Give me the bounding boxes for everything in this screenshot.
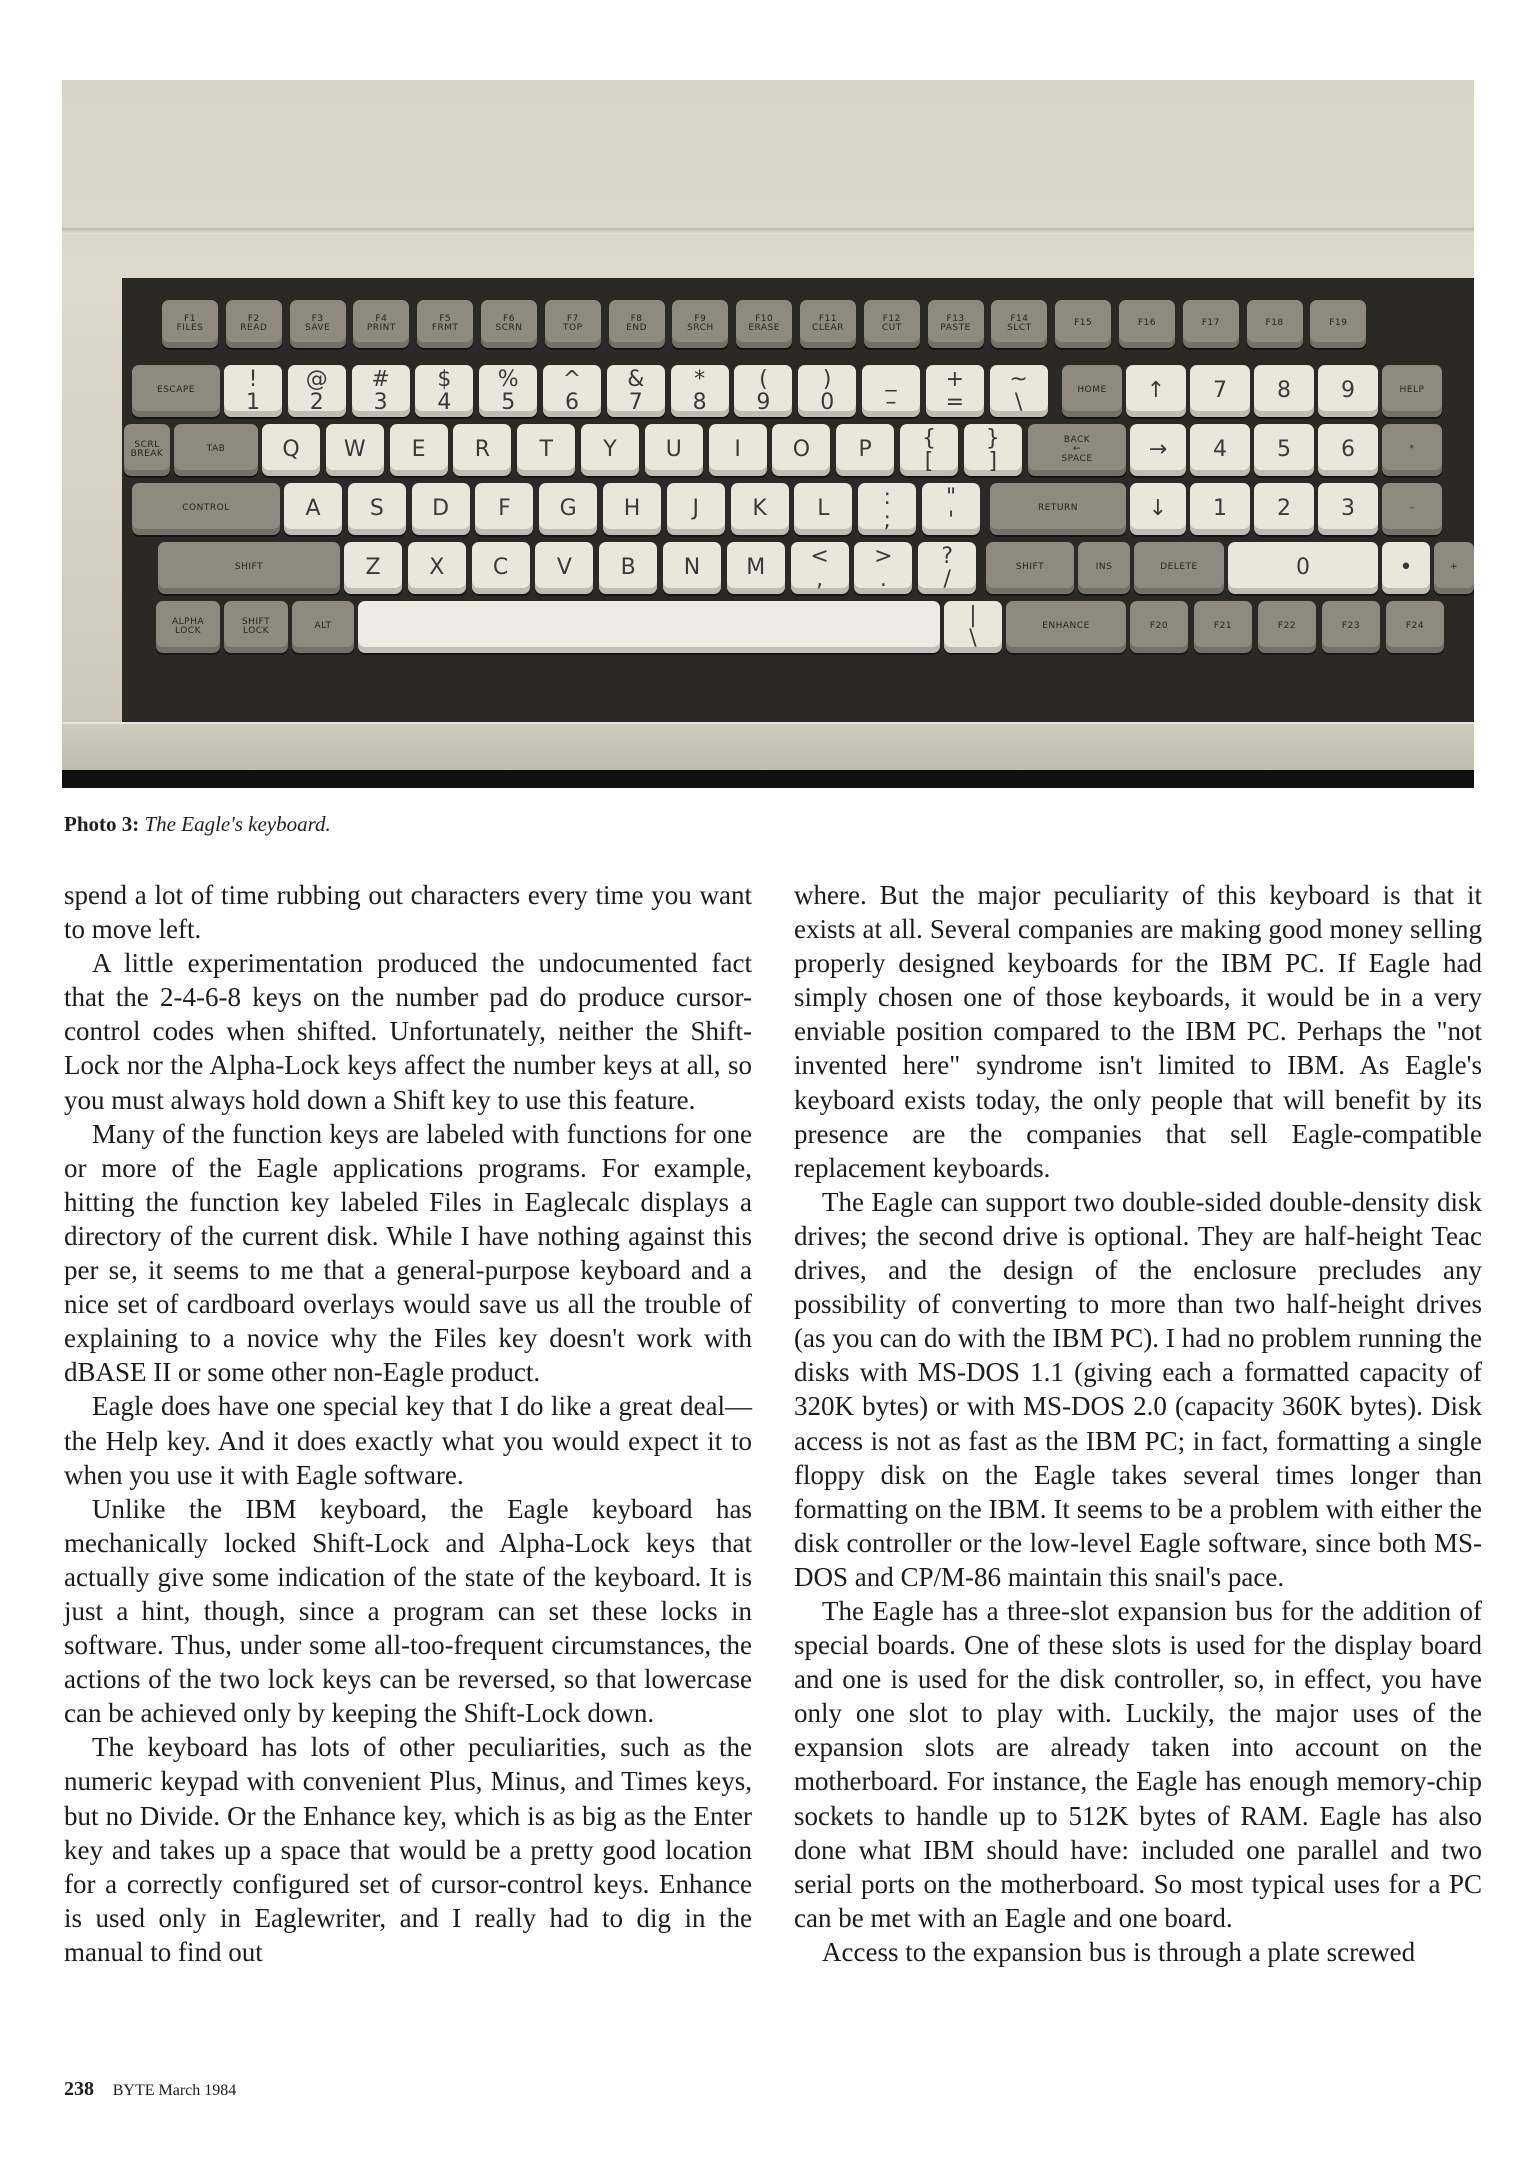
alt-key: ALT [292, 601, 354, 653]
number-row-key: ) 0 [798, 365, 856, 417]
scroll-break-key: SCRL BREAK [124, 424, 170, 476]
function-key: F13 PASTE [928, 300, 984, 348]
letter-key: B [599, 542, 657, 594]
function-key: F20 [1130, 601, 1188, 653]
keypad-plus-key: + [1434, 542, 1474, 594]
letter-key: } ] [964, 424, 1022, 476]
letter-key: T [517, 424, 575, 476]
keypad-minus-key: – [1382, 483, 1442, 535]
function-key: F19 [1310, 300, 1366, 348]
paragraph: The keyboard has lots of other peculiarities, such as the numeric keypad with convenient Plus, Minus, and Times keys, but no Divide. Or the Enhance key, which is as big as the Enter key and takes up a space that would be a pretty good location for a correctly configured set of cursor-control keys. Enhance is used only in Eaglewriter, and I really had to dig in the manual to find out [64, 1732, 752, 1967]
number-row-key: * 8 [671, 365, 729, 417]
function-key: F10 ERASE [736, 300, 792, 348]
keyboard-front-lip [62, 722, 1474, 770]
paragraph: Access to the expansion bus is through a plate screwed [822, 1936, 1416, 1967]
number-row-key: ~ \ [990, 365, 1048, 417]
paragraph: spend a lot of time rubbing out characters every time you want to move left. [64, 880, 752, 945]
letter-key: : ; [858, 483, 916, 535]
function-key: F11 CLEAR [800, 300, 856, 348]
function-key: F21 [1194, 601, 1252, 653]
arrow-right-key: → [1130, 424, 1186, 476]
shift-lock-key: SHIFT LOCK [224, 601, 288, 653]
function-key: F23 [1322, 601, 1380, 653]
function-key: F18 [1247, 300, 1303, 348]
keypad-key: 2 [1254, 483, 1314, 535]
letter-key: X [408, 542, 466, 594]
letter-key: D [412, 483, 470, 535]
help-key: HELP [1382, 365, 1442, 417]
number-row-key: % 5 [479, 365, 537, 417]
letter-key: V [535, 542, 593, 594]
letter-key: F [475, 483, 533, 535]
paragraph: The Eagle has a three-slot expansion bus for the addition of special boards. One of these slots is used for the display board and one is used for the disk controller, so, in effect, you have only one slot to play with. Luckily, the major uses of the expansion slots are already taken into account on the motherboard. For instance, the Eagle has enough memory-chip sockets to handle up to 512K bytes of RAM. Eagle has also done what IBM should have: included one parallel and two serial ports on the motherboard. So most typical uses for a PC can be met with an Eagle and one board. [794, 1595, 1482, 1933]
caption-label: Photo 3: [64, 812, 140, 836]
magazine-issue: BYTE March 1984 [112, 2082, 237, 2099]
arrow-up-key: ↑ [1126, 365, 1186, 417]
function-key: F16 [1119, 300, 1175, 348]
letter-key: U [645, 424, 703, 476]
function-key: F5 FRMT [417, 300, 473, 348]
letter-key: J [667, 483, 725, 535]
function-key: F3 SAVE [290, 300, 346, 348]
keypad-key: 8 [1254, 365, 1314, 417]
function-key: F7 TOP [545, 300, 601, 348]
article-column-left [64, 878, 752, 1969]
letter-key: N [663, 542, 721, 594]
article-column-right [794, 878, 1482, 1969]
paragraph: Many of the function keys are labeled with functions for one or more of the Eagle applications programs. For example, hitting the function key labeled Files in Eaglecalc displays a directory of the current disk. While I have nothing against this per se, it seems to me that a general-purpose keyboard and a nice set of cardboard overlays would save us all the trouble of explaining to a novice why the Files key doesn't work with dBASE II or some other non-Eagle product. [64, 1118, 752, 1388]
control-key: CONTROL [132, 483, 280, 535]
letter-key: R [453, 424, 511, 476]
insert-key: INS [1078, 542, 1130, 594]
function-key: F4 PRINT [353, 300, 409, 348]
enhance-key: ENHANCE [1006, 601, 1126, 653]
letter-key: P [836, 424, 894, 476]
left-shift-key: SHIFT [158, 542, 340, 594]
delete-key: DELETE [1134, 542, 1224, 594]
function-key: F17 [1183, 300, 1239, 348]
paragraph: The Eagle can support two double-sided double-density disk drives; the second drive is optional. They are half-height Teac drives, and the design of the enclosure precludes any possibility of converting to more than two half-height drives (as you can do with the IBM PC). I had no problem running the disks with MS-DOS 1.1 (giving each a formatted capacity of 320K bytes) or with MS-DOS 2.0 (capacity 360K bytes). Disk access is not as fast as the IBM PC; in fact, formatting a single floppy disk on the Eagle takes several times longer than formatting on the IBM. It seems to be a problem with either the disk controller or the low-level Eagle software, since both MS-DOS and CP/M-86 maintain this snail's pace. [794, 1186, 1482, 1592]
keypad-key: 7 [1190, 365, 1250, 417]
letter-key: H [603, 483, 661, 535]
letter-key: C [472, 542, 530, 594]
function-key: F22 [1258, 601, 1316, 653]
function-key: F14 SLCT [991, 300, 1047, 348]
paragraph: where. But the major peculiarity of this keyboard is that it exists at all. Several companies are making good money selling properly designed keyboards for the IBM PC. If Eagle had simply chosen one of those keyboards, it would be in a very enviable position compared to the IBM PC. Perhaps the "not invented here" syndrome isn't limited to IBM. As Eagle's keyboard exists today, the only people that will benefit by its presence are the companies that sell Eagle-compatible replacement keyboards. [794, 880, 1482, 1183]
letter-key: E [390, 424, 448, 476]
function-key: F15 [1055, 300, 1111, 348]
paragraph: Unlike the IBM keyboard, the Eagle keyboard has mechanically locked Shift-Lock and Alpha-Lock keys that actually give some indication of the state of the keyboard. It is just a hint, though, since a program can set these locks in software. Thus, under some all-too-frequent circumstances, the actions of the two lock keys can be reversed, so that lowercase can be achieved only by keeping the Shift-Lock down. [64, 1493, 752, 1729]
function-key: F6 SCRN [481, 300, 537, 348]
letter-key: Y [581, 424, 639, 476]
keyboard-case-ridge [62, 228, 1474, 234]
letter-key: M [727, 542, 785, 594]
backslash-key: | \ [944, 601, 1002, 653]
letter-key: O [772, 424, 830, 476]
caption-text: The Eagle's keyboard. [144, 812, 331, 836]
letter-key: S [348, 483, 406, 535]
letter-key: > . [854, 542, 912, 594]
keypad-key: 3 [1318, 483, 1378, 535]
keypad-zero-key: 0 [1228, 542, 1378, 594]
escape-key: ESCAPE [132, 365, 220, 417]
function-key: F1 FILES [162, 300, 218, 348]
number-row-key: $ 4 [415, 365, 473, 417]
letter-key: A [284, 483, 342, 535]
backspace-key: BACK ← SPACE [1028, 424, 1126, 476]
letter-key: " ' [922, 483, 980, 535]
page-footer [64, 2078, 236, 2101]
function-key: F12 CUT [864, 300, 920, 348]
number-row-key: & 7 [607, 365, 665, 417]
keypad-key: 1 [1190, 483, 1250, 535]
number-row-key: _ – [862, 365, 920, 417]
letter-key: K [731, 483, 789, 535]
keypad-key: 6 [1318, 424, 1378, 476]
photo-caption [64, 812, 1264, 837]
number-row-key: @ 2 [288, 365, 346, 417]
keyboard-photo [62, 80, 1474, 788]
letter-key: Z [344, 542, 402, 594]
keypad-key: 4 [1190, 424, 1250, 476]
keypad-key: 9 [1318, 365, 1378, 417]
keypad-key: 5 [1254, 424, 1314, 476]
keypad-dot-key: • [1382, 542, 1430, 594]
paragraph: Eagle does have one special key that I do like a great deal—the Help key. And it does exactly what you would expect it to when you use it with Eagle software. [64, 1391, 752, 1490]
number-row-key: ( 9 [734, 365, 792, 417]
number-row-key: # 3 [352, 365, 410, 417]
keypad-times-key: * [1382, 424, 1442, 476]
letter-key: { [ [900, 424, 958, 476]
tab-key: TAB [174, 424, 258, 476]
return-key: RETURN [990, 483, 1126, 535]
space-bar [358, 601, 940, 653]
arrow-down-key: ↓ [1130, 483, 1186, 535]
paragraph: A little experimentation produced the undocumented fact that the 2-4-6-8 keys on the number pad do produce cursor-control codes when shifted. Unfortunately, neither the Shift-Lock nor the Alpha-Lock keys affect the number keys at all, so you must always hold down a Shift key to use this feature. [64, 948, 752, 1115]
alpha-lock-key: ALPHA LOCK [156, 601, 220, 653]
letter-key: < , [791, 542, 849, 594]
letter-key: L [794, 483, 852, 535]
letter-key: I [709, 424, 767, 476]
function-key: F2 READ [226, 300, 282, 348]
letter-key: W [326, 424, 384, 476]
function-key: F8 END [609, 300, 665, 348]
number-row-key: + = [926, 365, 984, 417]
letter-key: ? / [918, 542, 976, 594]
letter-key: Q [262, 424, 320, 476]
page-number: 238 [64, 2078, 94, 2100]
number-row-key: ^ 6 [543, 365, 601, 417]
letter-key: G [539, 483, 597, 535]
function-key: F24 [1386, 601, 1444, 653]
home-key: HOME [1062, 365, 1122, 417]
number-row-key: ! 1 [224, 365, 282, 417]
function-key: F9 SRCH [672, 300, 728, 348]
right-shift-key: SHIFT [986, 542, 1074, 594]
